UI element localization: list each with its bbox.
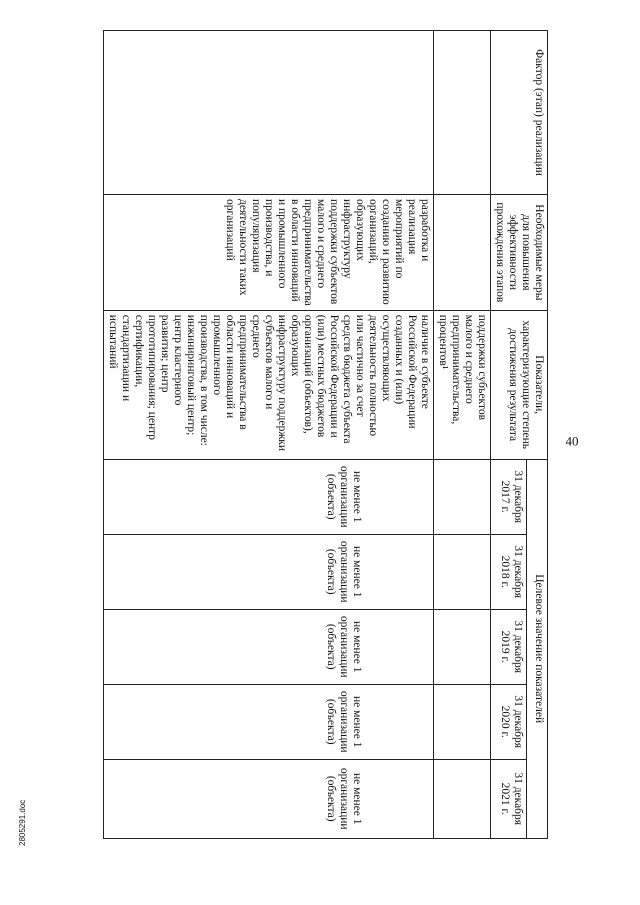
cell-value-2018: не менее 1 организации (объекта) <box>104 534 434 609</box>
document-code: 2805291.doc <box>18 799 27 846</box>
cell-indicator: наличие в субъекте Российской Федерации созданных и (или) осуществляющих деятельность полностью или частично за счет средств бюджета субъекта Российской Федерации и (или) местных бюджетов организаций (объектов), образующих инфраструктуру поддержки субъектов малого и среднего предпринимательства в области инноваций и промышленного производства, в том числе: инжиниринговый центр; центр кластерного развития; центр прототипирования; центр сертификации, стандартизации и испытаний <box>104 310 434 459</box>
table-row <box>104 31 434 839</box>
continuation-row <box>434 31 491 839</box>
cell-factor <box>104 31 434 195</box>
page-number: 40 <box>565 433 579 449</box>
header-year-2021: 31 декабря 2021 г. <box>491 759 527 838</box>
cell-measure: разработка и реализация мероприятий по созданию и развитию организаций, образующих инфраструктуру поддержки субъектов малого и среднего предпринимательства в области инноваций и промышленного производства, и популяризация деятельности таких организаций <box>104 195 434 311</box>
header-year-2017: 31 декабря 2017 г. <box>491 459 527 534</box>
header-year-2018: 31 декабря 2018 г. <box>491 534 527 609</box>
indicators-table <box>103 30 548 839</box>
continuation-indicator: поддержки субъектов малого и среднего предпринимательства, процентов¹ <box>434 310 491 459</box>
header-factor: Фактор (этап) реализации <box>491 31 548 195</box>
header-measures: Необходимые меры для повышения эффективности прохождения этапов <box>491 195 548 311</box>
cell-value-2017: не менее 1 организации (объекта) <box>104 459 434 534</box>
header-year-2019: 31 декабря 2019 г. <box>491 609 527 684</box>
header-target-values: Целевое значение показателей <box>527 459 548 838</box>
cell-value-2020: не менее 1 организации (объекта) <box>104 684 434 759</box>
header-row <box>527 31 548 839</box>
cell-value-2021: не менее 1 организации (объекта) <box>104 759 434 838</box>
cell-value-2019: не менее 1 организации (объекта) <box>104 609 434 684</box>
header-indicators: Показатели, характеризующие степень достижения результата <box>491 310 548 459</box>
header-year-2020: 31 декабря 2020 г. <box>491 684 527 759</box>
